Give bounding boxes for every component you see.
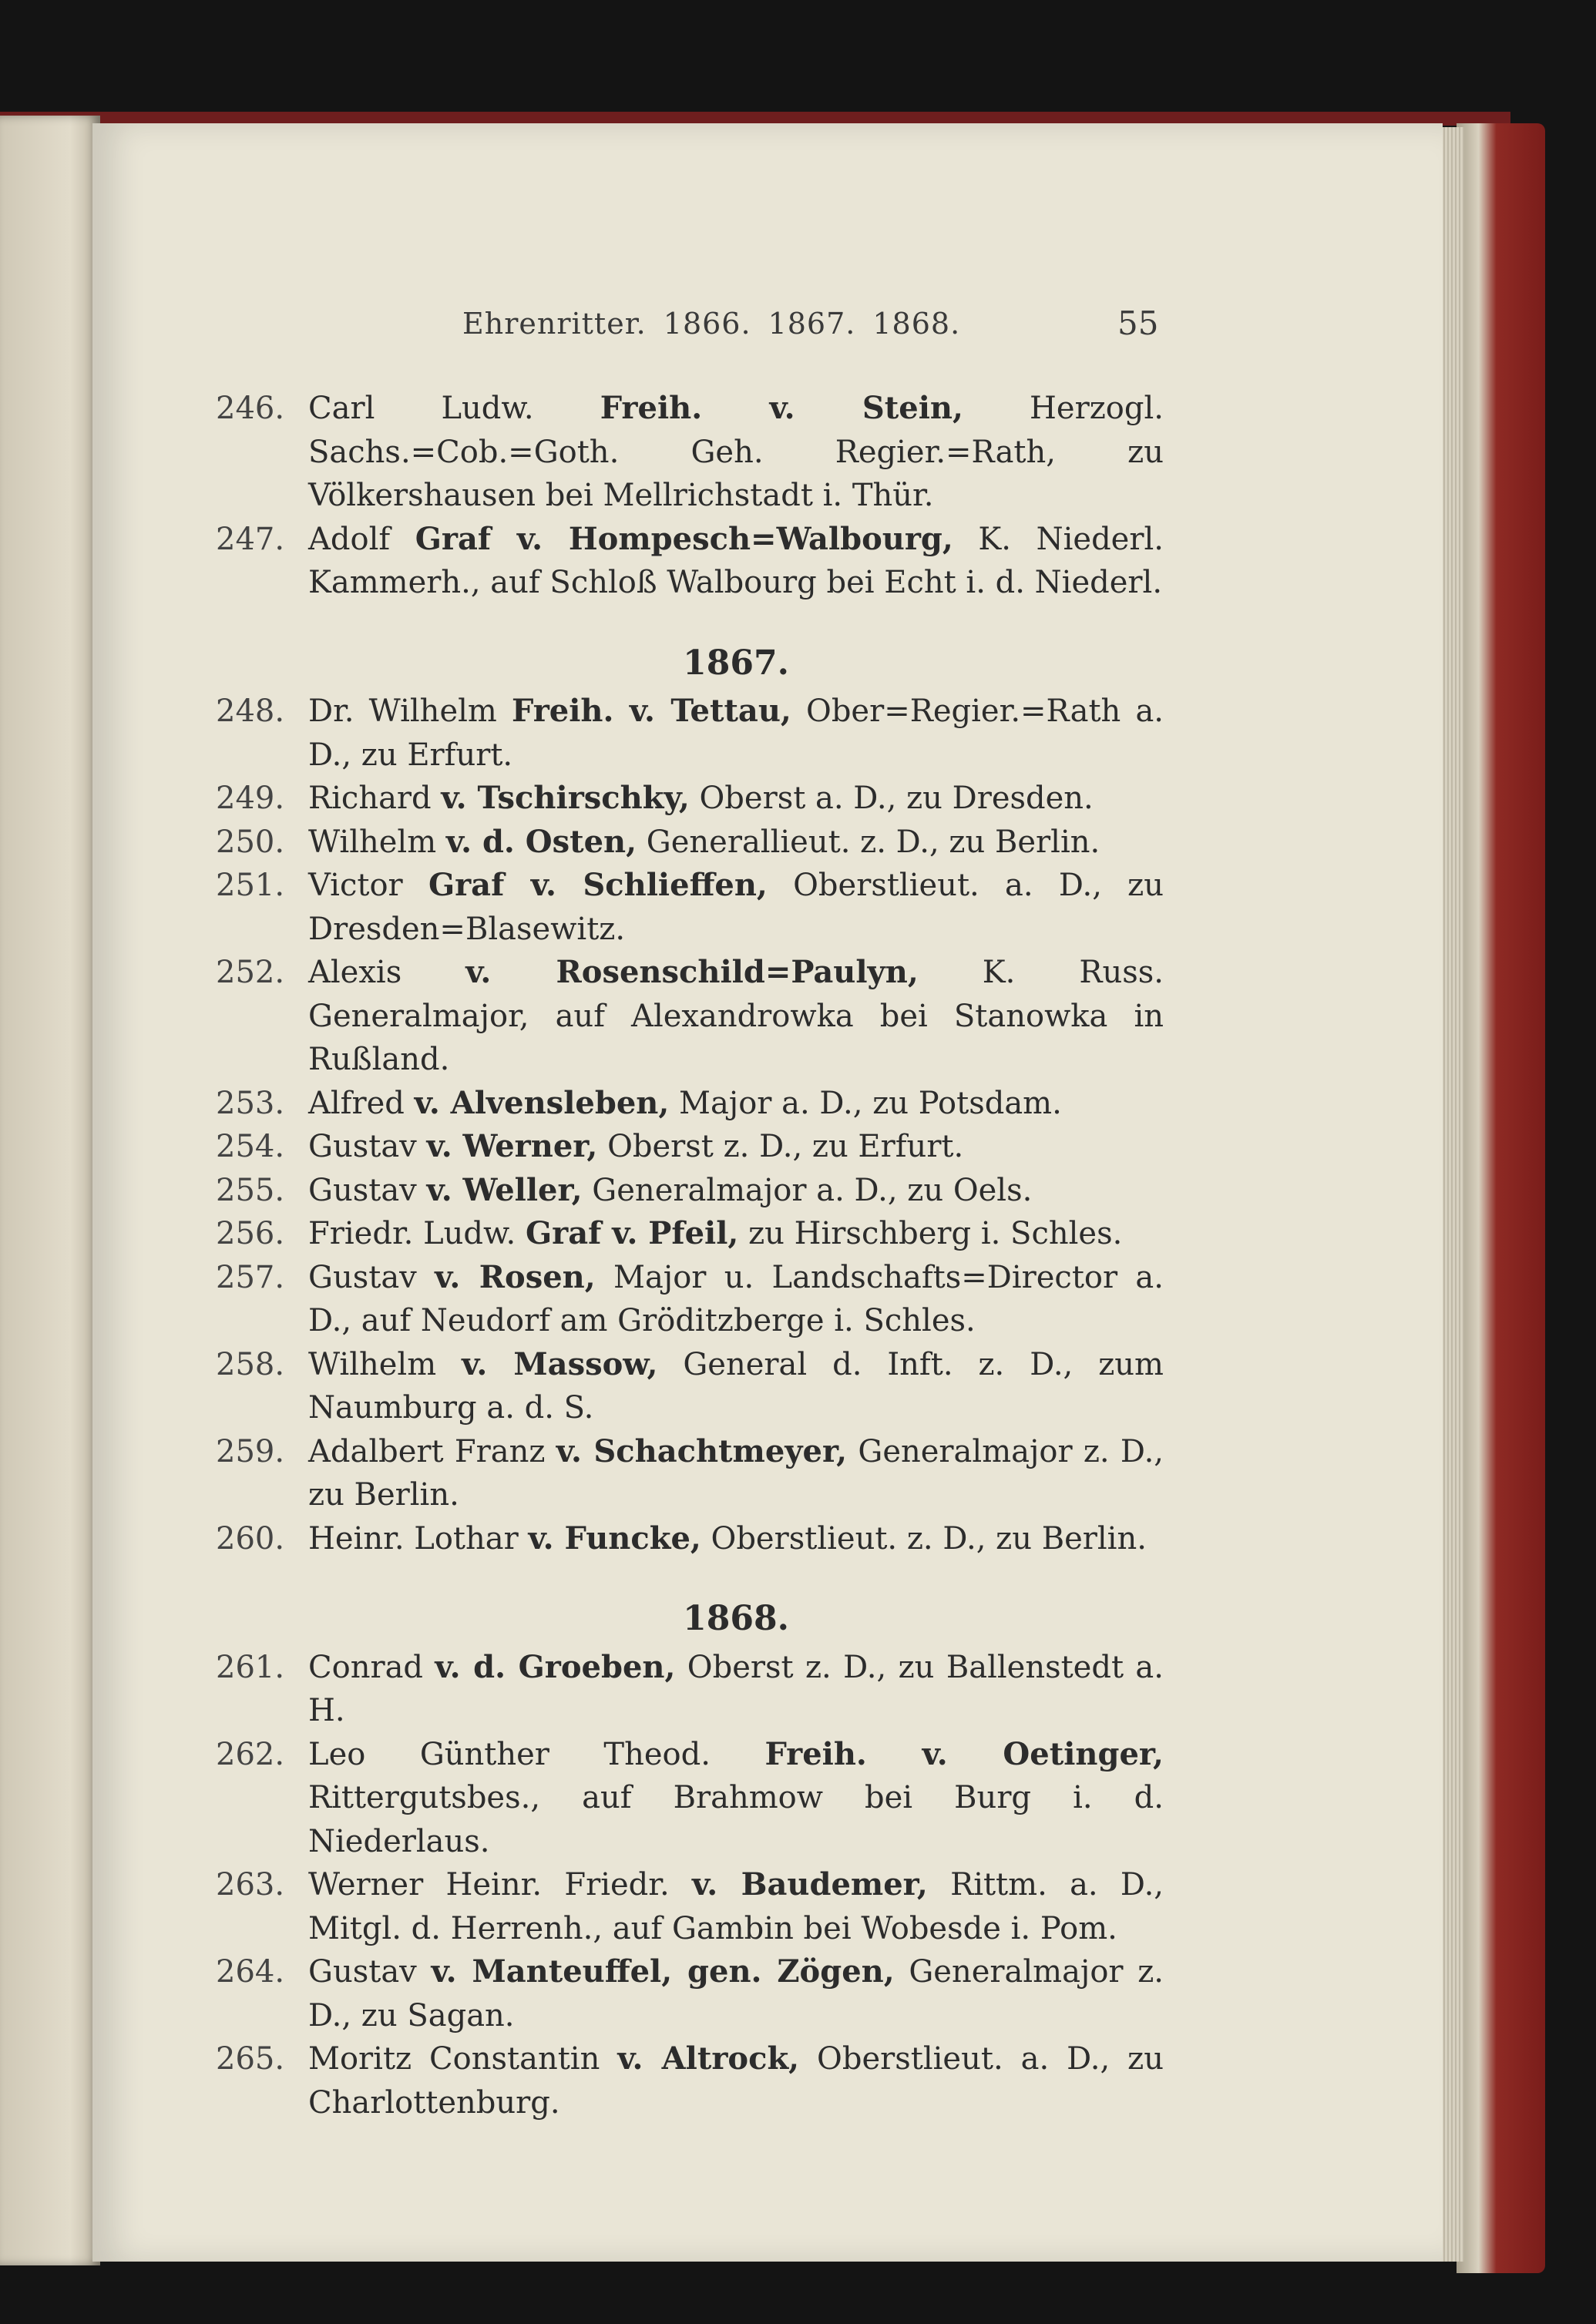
entry-given-name: Richard: [308, 781, 442, 816]
entry-family-name: v. Rosen,: [435, 1258, 596, 1295]
entry-family-name: v. d. Groeben,: [435, 1648, 676, 1685]
entry-text: [308, 690, 1164, 777]
list-item: [216, 518, 1164, 605]
entry-details: Oberstlieut. a. D., zu Dresden=Blasewitz.: [308, 868, 1164, 947]
list-item: [216, 1212, 1164, 1256]
entry-number: 263.: [216, 1867, 285, 1903]
list-item: [216, 1169, 1164, 1213]
list-item: [216, 864, 1164, 951]
entry-details: Oberstlieut. a. D., zu Charlottenburg.: [308, 2041, 1164, 2121]
entry-number: 257.: [216, 1259, 285, 1295]
entry-details: Rittm. a. D., Mitgl. d. Herrenh., auf Gambin bei Wobesde i. Pom.: [308, 1867, 1164, 1946]
entry-given-name: Victor: [308, 868, 428, 903]
page-content: [216, 387, 1164, 2124]
entry-number: 256.: [216, 1216, 285, 1251]
entry-family-name: Graf v. Schlieffen,: [428, 867, 768, 903]
left-page-edge: [0, 116, 100, 2265]
entry-text: [308, 1430, 1164, 1517]
entry-text: [308, 1343, 1164, 1430]
list-item: [216, 2037, 1164, 2124]
entry-number: 251.: [216, 868, 285, 903]
entry-text: [308, 1733, 1164, 1864]
entry-family-name: Graf v. Hompesch=Walbourg,: [415, 520, 953, 557]
entry-given-name: Adolf: [308, 521, 415, 557]
entry-number: 248.: [216, 694, 285, 729]
entry-text: [308, 518, 1164, 605]
entry-given-name: Werner Heinr. Friedr.: [308, 1867, 693, 1903]
list-item: [216, 387, 1164, 518]
entry-given-name: Alfred: [308, 1085, 415, 1121]
entry-family-name: v. Funcke,: [528, 1520, 701, 1557]
entry-text: [308, 1863, 1164, 1950]
entry-number: 264.: [216, 1954, 285, 1990]
entry-number: 249.: [216, 781, 285, 816]
list-item: [216, 1082, 1164, 1126]
entry-family-name: v. Manteuffel, gen. Zögen,: [431, 1953, 895, 1990]
entry-family-name: v. Baudemer,: [692, 1866, 928, 1903]
entry-family-name: v. Massow,: [462, 1345, 658, 1382]
entry-given-name: Gustav: [308, 1954, 432, 1990]
entry-details: Major a. D., zu Potsdam.: [669, 1085, 1062, 1121]
list-item: [216, 1517, 1164, 1561]
entry-number: 262.: [216, 1736, 285, 1772]
entry-number: 258.: [216, 1346, 285, 1382]
entry-details: Oberstlieut. z. D., zu Berlin.: [701, 1520, 1147, 1557]
entry-family-name: v. Alvensleben,: [414, 1084, 670, 1121]
list-item: [216, 1863, 1164, 1950]
entry-given-name: Heinr. Lothar: [308, 1520, 529, 1557]
list-item: [216, 821, 1164, 865]
list-item: [216, 1646, 1164, 1733]
entry-details: Oberst z. D., zu Ballenstedt a. H.: [308, 1649, 1164, 1728]
entry-details: Herzogl. Sachs.=Cob.=Goth. Geh. Regier.=Rath, zu Völkershausen bei Mellrichstadt i. Thür.: [308, 391, 1164, 513]
entry-given-name: Alexis: [308, 955, 466, 990]
entry-details: K. Niederl. Kammerh., auf Schloß Walbourg bei Echt i. d. Niederl.: [308, 521, 1164, 600]
entry-text: [308, 1212, 1164, 1256]
running-head: [462, 307, 1156, 341]
entry-list-1867: [216, 690, 1164, 1560]
year-heading-1867: 1867.: [683, 643, 789, 683]
entry-details: General d. Inft. z. D., zum Naumburg a. d. S.: [308, 1346, 1164, 1426]
entry-number: 252.: [216, 955, 285, 990]
entry-given-name: Gustav: [308, 1172, 427, 1208]
entry-family-name: Freih. v. Oetinger,: [764, 1735, 1164, 1772]
entry-text: [308, 1125, 1164, 1169]
entry-family-name: Freih. v. Stein,: [600, 390, 963, 426]
running-head-year: 1868.: [872, 307, 961, 341]
entry-list-1866: [216, 387, 1164, 605]
entry-number: 261.: [216, 1649, 285, 1685]
entry-given-name: Dr. Wilhelm: [308, 694, 512, 729]
entry-given-name: Wilhelm: [308, 824, 446, 860]
list-item: [216, 690, 1164, 777]
running-head-year: 1867.: [768, 307, 856, 341]
entry-details: K. Russ. Generalmajor, auf Alexandrowka bei Stanowka in Rußland.: [308, 955, 1164, 1077]
entry-given-name: Leo Günther Theod.: [308, 1736, 765, 1772]
entry-given-name: Friedr. Ludw.: [308, 1216, 526, 1251]
list-item: [216, 1343, 1164, 1430]
list-item: [216, 1733, 1164, 1864]
entry-text: [308, 951, 1164, 1082]
entry-given-name: Wilhelm: [308, 1346, 462, 1382]
entry-number: 250.: [216, 824, 285, 860]
entry-details: Rittergutsbes., auf Brahmow bei Burg i. d. Niederlaus.: [308, 1780, 1164, 1859]
entry-text: [308, 1517, 1164, 1561]
entry-number: 254.: [216, 1129, 285, 1164]
entry-family-name: v. Schachtmeyer,: [556, 1432, 848, 1469]
entry-details: zu Hirschberg i. Schles.: [738, 1216, 1123, 1251]
year-heading-1868: 1868.: [683, 1599, 789, 1638]
entry-family-name: v. Altrock,: [617, 2040, 800, 2077]
entry-given-name: Gustav: [308, 1259, 435, 1295]
entry-given-name: Carl Ludw.: [308, 391, 600, 426]
page-number: 55: [1117, 304, 1159, 342]
entry-details: Generalmajor z. D., zu Berlin.: [308, 1433, 1164, 1513]
entry-number: 265.: [216, 2041, 285, 2077]
entry-family-name: v. Weller,: [426, 1171, 583, 1208]
entry-details: Generalmajor a. D., zu Oels.: [582, 1172, 1033, 1208]
book-cover-right-edge: [1457, 123, 1545, 2273]
entry-family-name: Graf v. Pfeil,: [525, 1215, 739, 1251]
entry-text: [308, 1950, 1164, 2037]
entry-details: Ober=Regier.=Rath a. D., zu Erfurt.: [308, 694, 1164, 773]
entry-number: 246.: [216, 391, 285, 426]
entry-details: Oberst a. D., zu Dresden.: [689, 781, 1094, 816]
list-item: [216, 777, 1164, 821]
entry-details: Generallieut. z. D., zu Berlin.: [637, 824, 1100, 860]
list-item: [216, 1256, 1164, 1343]
running-head-title: Ehrenritter.: [462, 307, 647, 341]
entry-text: [308, 1256, 1164, 1343]
entry-family-name: v. Rosenschild=Paulyn,: [465, 954, 919, 990]
entry-details: Oberst z. D., zu Erfurt.: [597, 1129, 964, 1164]
entry-text: [308, 864, 1164, 951]
entry-given-name: Gustav: [308, 1129, 427, 1164]
entry-text: [308, 821, 1164, 865]
entry-text: [308, 2037, 1164, 2124]
entry-number: 259.: [216, 1433, 285, 1469]
entry-family-name: v. Tschirschky,: [441, 780, 690, 816]
entry-text: [308, 1169, 1164, 1213]
list-item: [216, 1430, 1164, 1517]
running-head-year: 1866.: [663, 307, 751, 341]
entry-family-name: v. d. Osten,: [445, 823, 637, 860]
entry-number: 247.: [216, 521, 285, 557]
entry-number: 253.: [216, 1085, 285, 1121]
list-item: [216, 1950, 1164, 2037]
entry-details: Generalmajor z. D., zu Sagan.: [308, 1954, 1164, 2034]
list-item: [216, 1125, 1164, 1169]
entry-family-name: Freih. v. Tettau,: [512, 693, 791, 729]
entry-text: [308, 387, 1164, 518]
entry-number: 260.: [216, 1520, 285, 1557]
entry-list-1868: [216, 1646, 1164, 2125]
entry-text: [308, 1646, 1164, 1733]
entry-number: 255.: [216, 1172, 285, 1208]
list-item: [216, 951, 1164, 1082]
entry-family-name: v. Werner,: [426, 1128, 598, 1164]
entry-given-name: Adalbert Franz: [308, 1433, 556, 1469]
entry-given-name: Conrad: [308, 1649, 435, 1685]
entry-given-name: Moritz Constantin: [308, 2041, 618, 2077]
entry-text: [308, 777, 1164, 821]
entry-details: Major u. Landschafts=Director a. D., auf Neudorf am Gröditzberge i. Schles.: [308, 1259, 1164, 1338]
entry-text: [308, 1082, 1164, 1126]
